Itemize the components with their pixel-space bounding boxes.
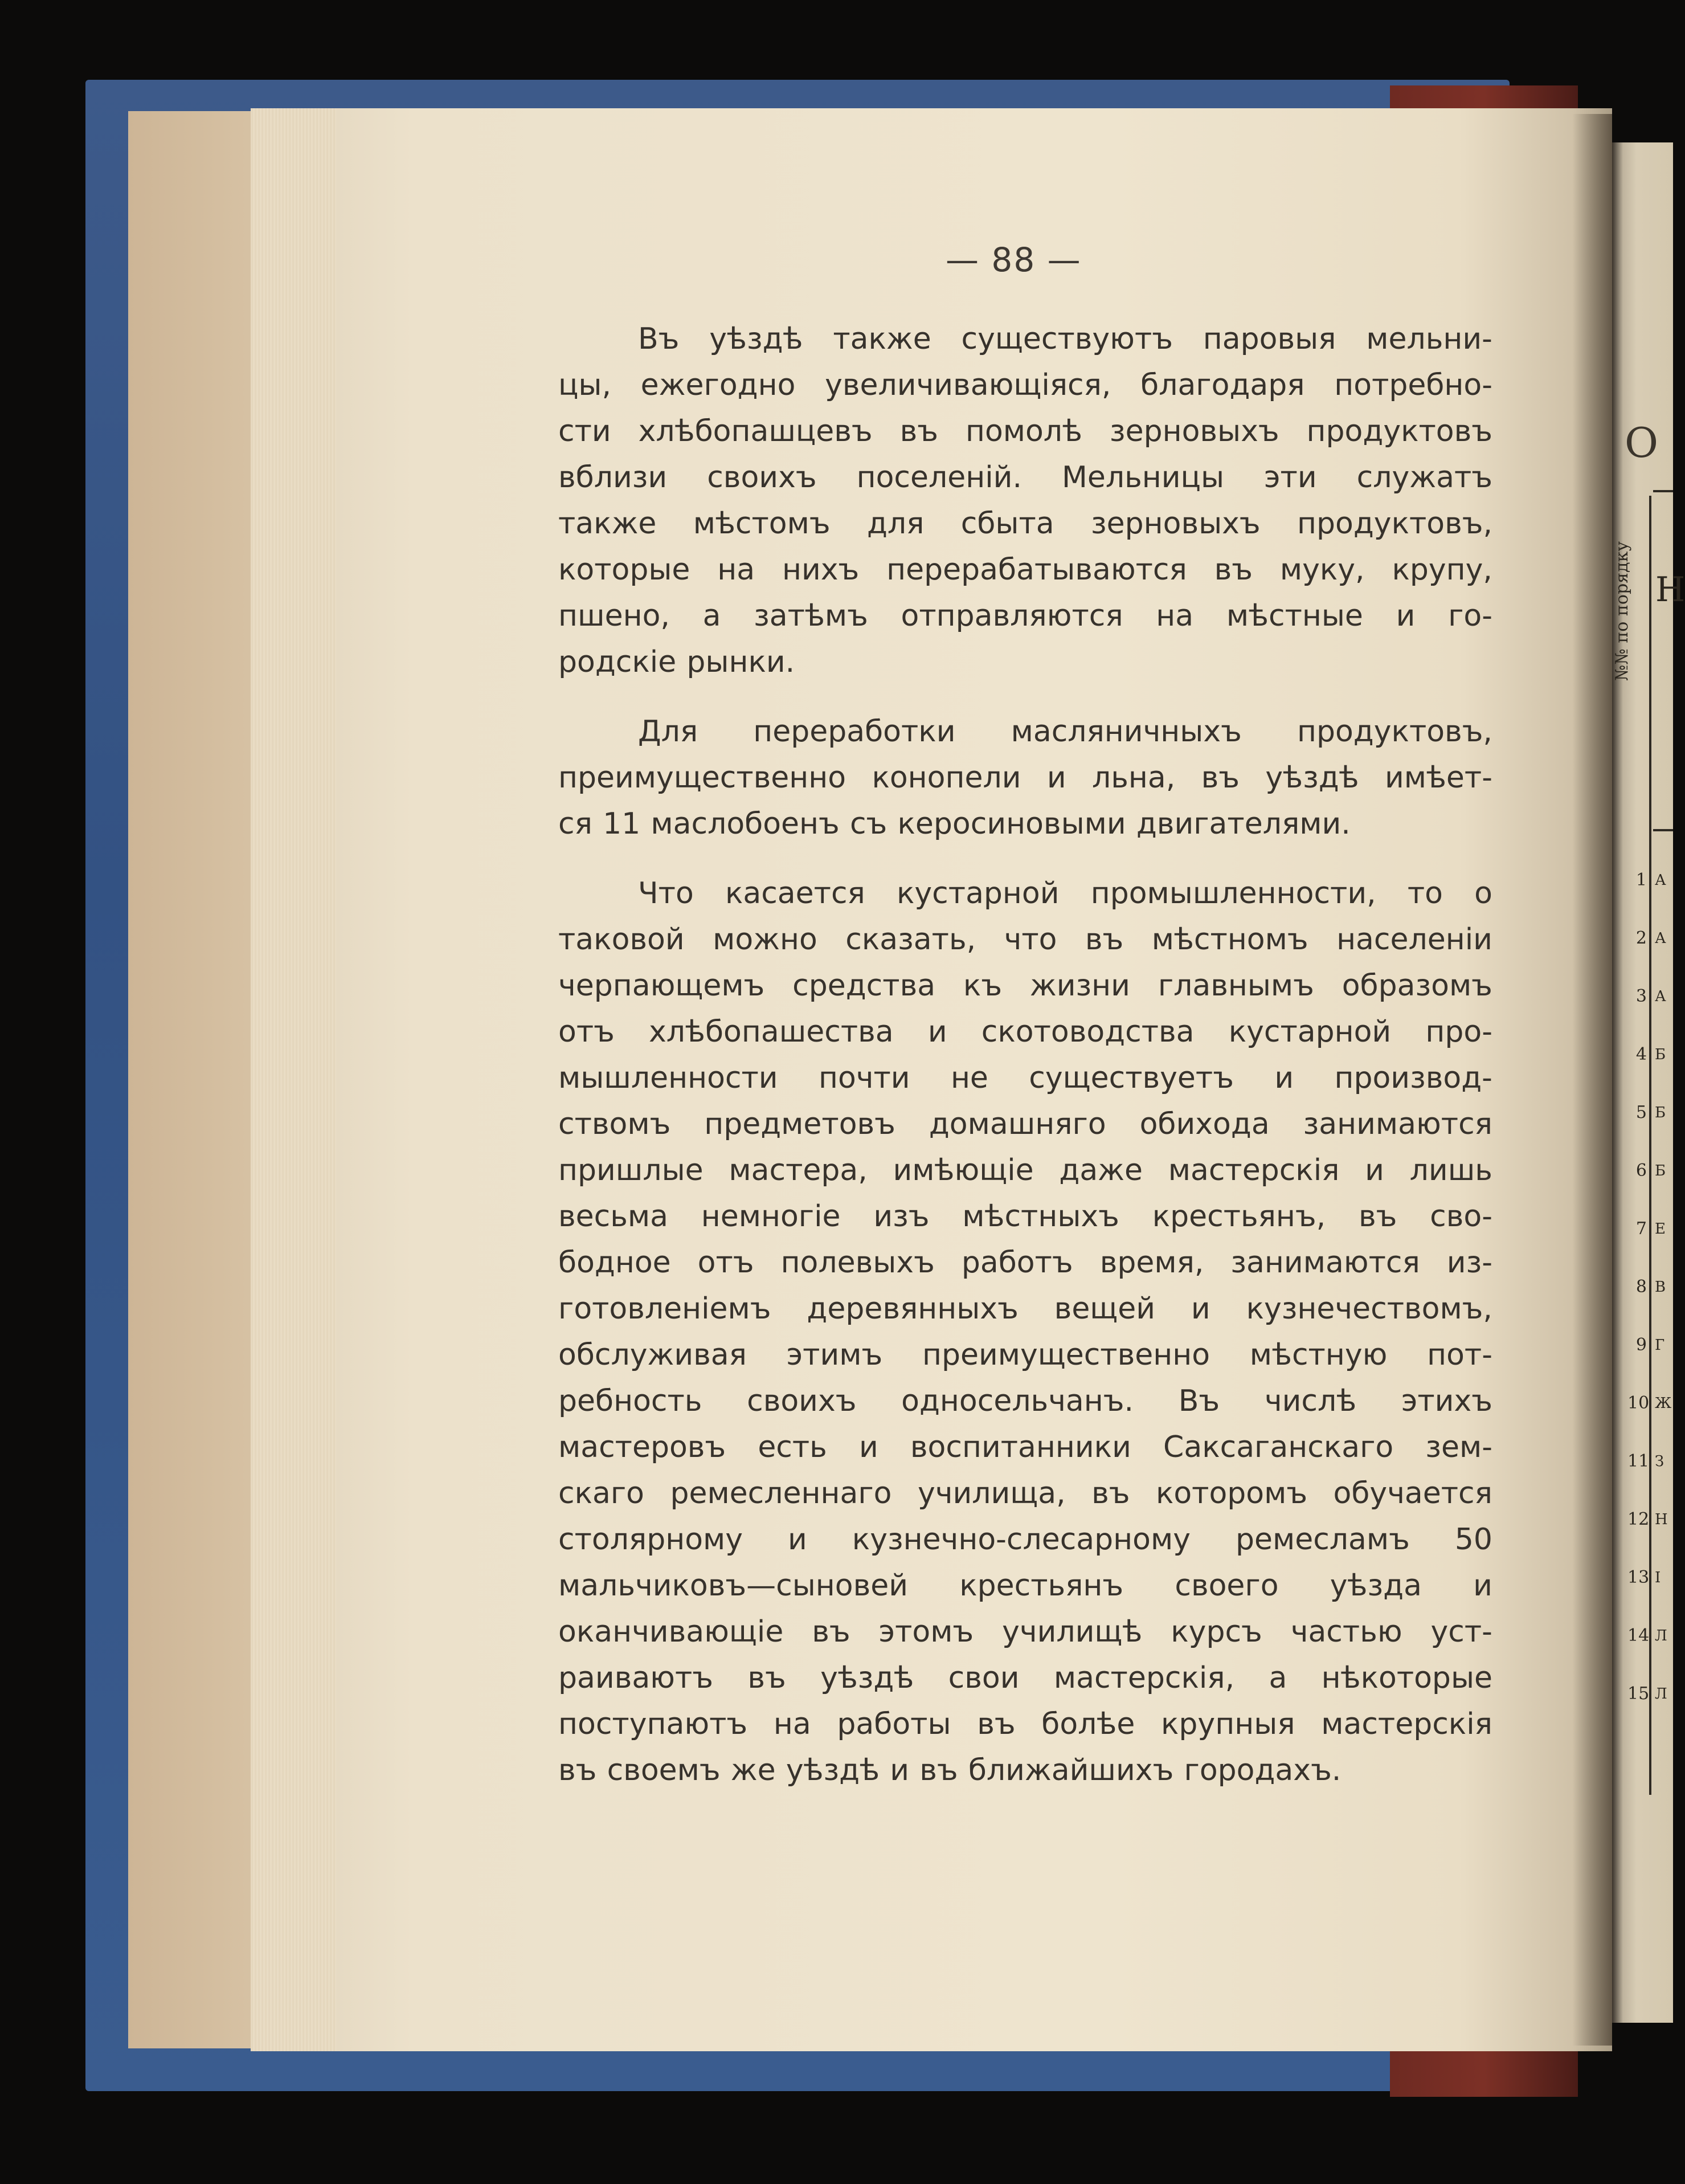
row-number: 3	[1635, 986, 1647, 1006]
row-letter: Л	[1655, 1627, 1667, 1644]
text-line: таковой можно сказать, что въ мѣстномъ населеніи	[558, 922, 1492, 957]
facing-page-title-letter: О	[1625, 419, 1659, 467]
text-line: мальчиковъ—сыновей крестьянъ своего уѣзда и	[558, 1569, 1492, 1603]
text-line: Что касается кустарной промышленности, то о	[638, 876, 1492, 911]
row-number: 12	[1627, 1509, 1650, 1529]
text-line: также мѣстомъ для сбыта зерновыхъ продуктовъ,	[558, 507, 1492, 541]
row-number: 11	[1627, 1451, 1650, 1471]
paragraph	[558, 709, 1492, 847]
row-letter: В	[1655, 1279, 1666, 1296]
facing-page-row	[1627, 1101, 1671, 1160]
row-letter: Ж	[1655, 1395, 1672, 1412]
facing-page-rule	[1653, 490, 1673, 492]
facing-page-row	[1627, 1392, 1671, 1450]
text-line: Въ уѣздѣ также существуютъ паровыя мельни-	[638, 322, 1492, 356]
facing-page-row	[1627, 1450, 1671, 1508]
row-letter: Н	[1655, 1511, 1668, 1528]
facing-page-row	[1627, 1334, 1671, 1392]
facing-page-row	[1627, 1566, 1671, 1624]
text-line: отъ хлѣбопашества и скотоводства кустарной про-	[558, 1015, 1492, 1049]
text-line: обслуживая этимъ преимущественно мѣстную пот-	[558, 1338, 1492, 1372]
gutter-shadow	[1572, 114, 1612, 2046]
text-line: сти хлѣбопашцевъ въ помолѣ зерновыхъ продуктовъ	[558, 414, 1492, 448]
row-number: 13	[1627, 1567, 1650, 1587]
text-line: мышленности почти не существуетъ и производ-	[558, 1061, 1492, 1095]
facing-page-row	[1627, 985, 1671, 1043]
row-letter: Б	[1655, 1104, 1666, 1121]
row-letter: Б	[1655, 1046, 1666, 1063]
row-number: 7	[1635, 1219, 1647, 1239]
row-letter: Б	[1655, 1162, 1666, 1179]
row-number: 1	[1635, 870, 1647, 890]
facing-page-row	[1627, 1218, 1671, 1276]
text-line: черпающемъ средства къ жизни главнымъ образомъ	[558, 969, 1492, 1003]
text-line: ствомъ предметовъ домашняго обихода занимаются	[558, 1107, 1492, 1141]
paragraph	[558, 871, 1492, 1794]
stacked-page-edges	[251, 108, 347, 2051]
text-line: ся 11 маслобоенъ съ керосиновыми двигателями.	[558, 807, 1351, 841]
text-line: весьма немногіе изъ мѣстныхъ крестьянъ, въ сво-	[558, 1199, 1492, 1234]
facing-page-row	[1627, 1624, 1671, 1683]
row-number: 4	[1635, 1044, 1647, 1064]
facing-page-row	[1627, 1043, 1671, 1101]
row-number: 9	[1635, 1335, 1647, 1355]
facing-page-header-letter: Н	[1655, 570, 1685, 610]
facing-page-row	[1627, 927, 1671, 985]
text-line: готовленіемъ деревянныхъ вещей и кузнечествомъ,	[558, 1292, 1492, 1326]
text-line: мастеровъ есть и воспитанники Саксаганскаго зем-	[558, 1430, 1492, 1464]
page-number: — 88 —	[946, 240, 1082, 279]
paragraph	[558, 316, 1492, 685]
row-number: 10	[1627, 1393, 1650, 1413]
facing-page-row	[1627, 1683, 1671, 1741]
text-line: столярному и кузнечно-слесарному ремесламъ 50	[558, 1522, 1492, 1557]
row-number: 6	[1635, 1161, 1647, 1181]
text-line: оканчивающіе въ этомъ училищѣ курсъ частью уст-	[558, 1615, 1492, 1649]
row-number: 14	[1627, 1626, 1650, 1646]
row-letter: Г	[1655, 1337, 1665, 1354]
row-letter: Л	[1655, 1685, 1667, 1703]
text-line: раиваютъ въ уѣздѣ свои мастерскія, а нѣкоторые	[558, 1661, 1492, 1695]
text-line: въ своемъ же уѣздѣ и въ ближайшихъ городахъ.	[558, 1753, 1342, 1787]
facing-page-row	[1627, 1160, 1671, 1218]
facing-page-row	[1627, 1276, 1671, 1334]
row-number: 5	[1635, 1103, 1647, 1122]
text-line: родскіе рынки.	[558, 645, 795, 679]
text-line: преимущественно конопели и льна, въ уѣздѣ имѣет-	[558, 761, 1492, 795]
row-letter: А	[1655, 930, 1666, 947]
text-line: Для переработки масляничныхъ продуктовъ,	[638, 715, 1492, 749]
row-letter: З	[1655, 1453, 1664, 1470]
page-body-text	[558, 316, 1492, 1817]
text-line: скаго ремесленнаго училища, въ которомъ обучается	[558, 1476, 1492, 1511]
row-number: 2	[1635, 928, 1647, 948]
facing-page-row	[1627, 869, 1671, 927]
text-line: пшено, а затѣмъ отправляются на мѣстные и го-	[558, 599, 1492, 633]
text-line: вблизи своихъ поселеній. Мельницы эти служатъ	[558, 460, 1492, 495]
row-letter: І	[1655, 1569, 1661, 1586]
row-number: 15	[1627, 1684, 1650, 1704]
text-line: ребность своихъ односельчанъ. Въ числѣ этихъ	[558, 1384, 1492, 1418]
row-letter: А	[1655, 872, 1666, 889]
text-line: цы, ежегодно увеличивающіяся, благодаря потребно-	[558, 368, 1492, 402]
facing-page-row-list	[1627, 869, 1671, 1741]
facing-page-column-heading: №№ по порядку	[1612, 541, 1632, 681]
facing-page-rule	[1653, 829, 1673, 831]
text-line: бодное отъ полевыхъ работъ время, занимаются из-	[558, 1246, 1492, 1280]
row-letter: Е	[1655, 1220, 1666, 1238]
text-line: пришлые мастера, имѣющіе даже мастерскія и лишь	[558, 1153, 1492, 1187]
row-number: 8	[1635, 1277, 1647, 1297]
text-line: которые на нихъ перерабатываются въ муку, крупу,	[558, 553, 1492, 587]
row-letter: А	[1655, 988, 1666, 1005]
text-line: поступаютъ на работы въ болѣе крупныя мастерскія	[558, 1707, 1492, 1741]
facing-page-row	[1627, 1508, 1671, 1566]
